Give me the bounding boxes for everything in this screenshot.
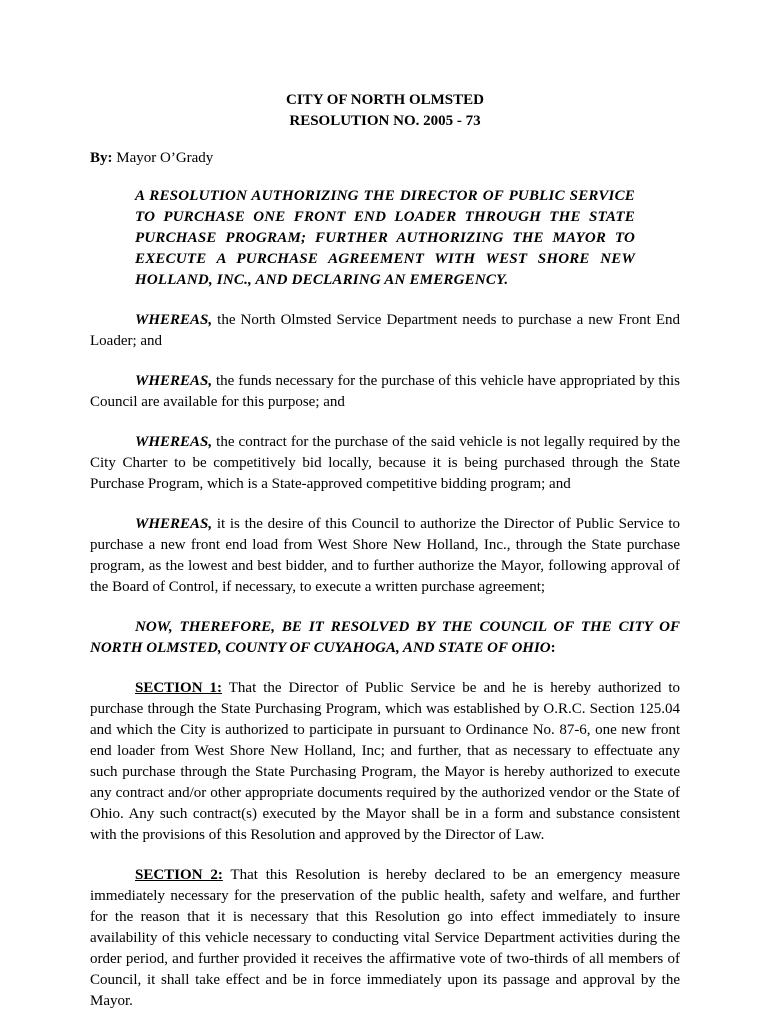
- byline-label: By:: [90, 150, 113, 166]
- whereas-text: the contract for the purchase of the said vehicle is not legally required by the City Charter to be competitively bid locally, because it is being purchased through the State Purchase Program, which is a State-approved competitive bidding program; and: [90, 434, 680, 492]
- byline: [90, 148, 680, 169]
- whereas-clause-1: [90, 310, 680, 352]
- section-2-paragraph: [90, 865, 680, 1012]
- whereas-lead: WHEREAS,: [135, 312, 213, 328]
- document-header: [90, 90, 680, 132]
- byline-value: Mayor O’Grady: [116, 150, 214, 166]
- resolved-clause: [90, 617, 680, 659]
- city-title: CITY OF NORTH OLMSTED: [286, 92, 484, 108]
- whereas-text: it is the desire of this Council to authorize the Director of Public Service to purchase a new front end load from West Shore New Holland, Inc., through the State purchase program, as the lowest and best bidder, and to further authorize the Mayor, following approval of the Board of Control, if necessary, to execute a written purchase agreement;: [90, 516, 681, 595]
- whereas-lead: WHEREAS,: [135, 373, 213, 389]
- whereas-lead: WHEREAS,: [135, 516, 213, 532]
- section-1-text: That the Director of Public Service be and he is hereby authorized to purchase through the State Purchasing Program, which was established by O.R.C. Section 125.04 and which the City is authorized to participate in pursuant to Ordinance No. 87-6, one new front end loader from West Shore New Holland, Inc; and further, that as necessary to effectuate any such purchase through the State Purchasing Program, the Mayor is hereby authorized to execute any contract and/or other appropriate documents required by the authorized vendor or the State of Ohio. Any such contract(s) executed by the Mayor shall be in a form and substance consistent with the provisions of this Resolution and approved by the Director of Law.: [90, 680, 680, 843]
- section-1-paragraph: [90, 678, 680, 846]
- whereas-text: the North Olmsted Service Department needs to purchase a new Front End Loader; and: [90, 312, 681, 349]
- resolved-colon: :: [550, 640, 556, 656]
- whereas-clause-4: [90, 514, 680, 598]
- whereas-clause-2: [90, 371, 680, 413]
- resolution-number: RESOLUTION NO. 2005 - 73: [289, 113, 481, 129]
- whereas-clause-3: [90, 432, 680, 495]
- whereas-text: the funds necessary for the purchase of this vehicle have appropriated by this Council are available for this purpose; and: [90, 373, 681, 410]
- resolved-text: NOW, THEREFORE, BE IT RESOLVED BY THE COUNCIL OF THE CITY OF NORTH OLMSTED, COUNTY OF CUYAHOGA, AND STATE OF OHIO: [90, 619, 680, 656]
- section-2-text: That this Resolution is hereby declared to be an emergency measure immediately necessary for the preservation of the public health, safety and welfare, and further for the reason that it is necessary that this Resolution go into effect immediately to insure availability of this vehicle necessary to conducting vital Service Department activities during the order period, and further provided it receives the affirmative vote of two-thirds of all members of Council, it shall take effect and be in force immediately upon its passage and approval by the Mayor.: [90, 867, 680, 1009]
- whereas-lead: WHEREAS,: [135, 434, 213, 450]
- resolution-caption: A RESOLUTION AUTHORIZING THE DIRECTOR OF PUBLIC SERVICE TO PURCHASE ONE FRONT END LOADER THROUGH THE STATE PURCHASE PROGRAM; FURTHER AUTHORIZING THE MAYOR TO EXECUTE A PURCHASE AGREEMENT WITH WEST SHORE NEW HOLLAND, INC., AND DECLARING AN EMERGENCY.: [135, 188, 635, 288]
- section-2-label: SECTION 2:: [135, 867, 223, 883]
- section-1-label: SECTION 1:: [135, 680, 223, 696]
